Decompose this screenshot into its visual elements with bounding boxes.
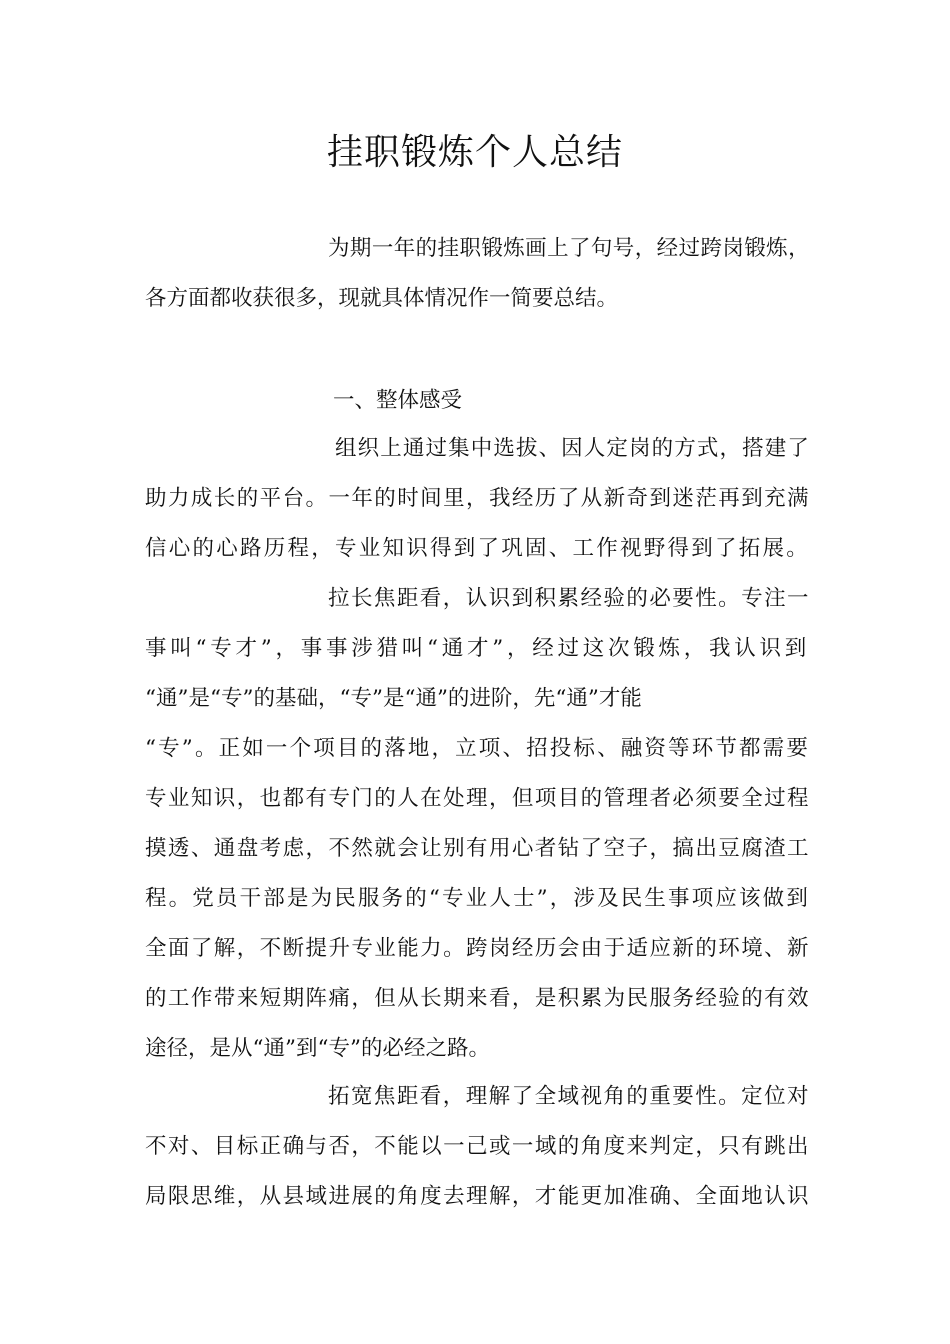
- paragraph-3-line-2: 不对、目标正确与否，不能以一己或一域的角度来判定，只有跳出: [145, 1134, 810, 1159]
- paragraph-2-line-6: 摸透、通盘考虑，不然就会让别有用心者钻了空子，搞出豆腐渣工: [145, 836, 810, 861]
- paragraph-2: [145, 574, 810, 1074]
- paragraph-2-line-8: 全面了解，不断提升专业能力。跨岗经历会由于适应新的环境、新: [145, 936, 810, 961]
- paragraph-2-line-4: “专”。正如一个项目的落地，立项、招投标、融资等环节都需要: [145, 736, 810, 761]
- paragraph-2-line-3: “通”是“专”的基础，“专”是“通”的进阶，先“通”才能: [145, 686, 642, 711]
- paragraph-2-line-10: 途径，是从“通”到“专”的必经之路。: [145, 1036, 490, 1061]
- paragraph-2-line-7: 程。党员干部是为民服务的“专业人士”，涉及民生事项应该做到: [145, 886, 810, 911]
- paragraph-2-line-1: 拉长焦距看，认识到积累经验的必要性。专注一: [328, 586, 810, 611]
- paragraph-1-line-3: 信心的心路历程，专业知识得到了巩固、工作视野得到了拓展。: [145, 536, 810, 561]
- paragraph-2-line-5: 专业知识，也都有专门的人在处理，但项目的管理者必须要全过程: [145, 786, 810, 811]
- intro-line-1: 为期一年的挂职锻炼画上了句号，经过跨岗锻炼，: [328, 236, 810, 261]
- paragraph-1: [145, 424, 810, 574]
- intro-paragraph: [145, 224, 810, 324]
- paragraph-1-line-2: 助力成长的平台。一年的时间里，我经历了从新奇到迷茫再到充满: [145, 486, 810, 511]
- paragraph-3-line-3: 局限思维，从县域进展的角度去理解，才能更加准确、全面地认识: [145, 1184, 810, 1209]
- paragraph-2-line-9: 的工作带来短期阵痛，但从长期来看，是积累为民服务经验的有效: [145, 986, 810, 1011]
- paragraph-2-line-2: 事叫“专才”，事事涉猎叫“通才”，经过这次锻炼，我认识到: [145, 636, 810, 661]
- paragraph-3: [145, 1072, 810, 1222]
- paragraph-1-line-1: 组织上通过集中选拔、因人定岗的方式，搭建了: [335, 436, 810, 461]
- section-heading: 一、整体感受: [333, 388, 463, 413]
- intro-line-2: 各方面都收获很多，现就具体情况作一简要总结。: [145, 286, 619, 311]
- document-title: 挂职锻炼个人总结: [326, 132, 623, 173]
- paragraph-3-line-1: 拓宽焦距看，理解了全域视角的重要性。定位对: [328, 1084, 810, 1109]
